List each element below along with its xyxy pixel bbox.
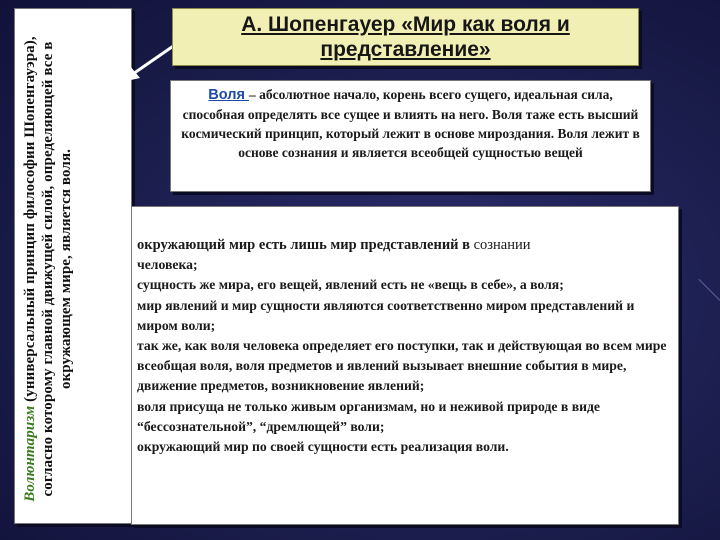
main-first-line [137, 235, 670, 255]
main-line: сущность же мира, его вещей, явлений есть не «вещь в себе», а воля; [137, 277, 564, 293]
main-content-box [131, 206, 679, 525]
title-box [172, 8, 639, 66]
main-line: мир явлений и мир сущности являются соответственно миром представлений и миром воли; [137, 297, 635, 333]
definition-term: Воля [208, 87, 249, 103]
side-panel-body: (универсальный принцип философии Шопенгауэра), согласно которому главной движущей силой, определяющей все в окружающем мире, является воля. [22, 36, 74, 497]
main-first-bold: окружающий мир есть лишь мир представлений в [137, 237, 474, 253]
side-panel-text [21, 19, 129, 519]
main-first-plain: сознании [473, 237, 531, 253]
page-title: А. Шопенгауер «Мир как воля и представление» [241, 13, 570, 61]
main-line: воля присуща не только живым организмам, но и неживой природе в виде “бессознательной”, “дремлющей” воли; [137, 398, 601, 434]
side-panel [14, 8, 132, 524]
side-panel-term: Волюнтаризм [22, 405, 38, 502]
main-line: человека; [137, 257, 198, 273]
definition-box [170, 80, 651, 192]
definition-text: – абсолютное начало, корень всего сущего, идеальная сила, способная определять все сущее и влиять на него. Воля таже есть высший космический принцип, который лежит в основе мироздания. Воля лежит в основе сознания и является всеобщей сущностью вещей [181, 87, 640, 160]
main-line: так же, как воля человека определяет его поступки, так и действующая во всем мире всеобщая воля, воля предметов и явлений вызывает внешние события в мире, движение предметов, возникновение явлений; [137, 338, 667, 394]
main-line: окружающий мир по своей сущности есть реализация воли. [137, 439, 509, 455]
